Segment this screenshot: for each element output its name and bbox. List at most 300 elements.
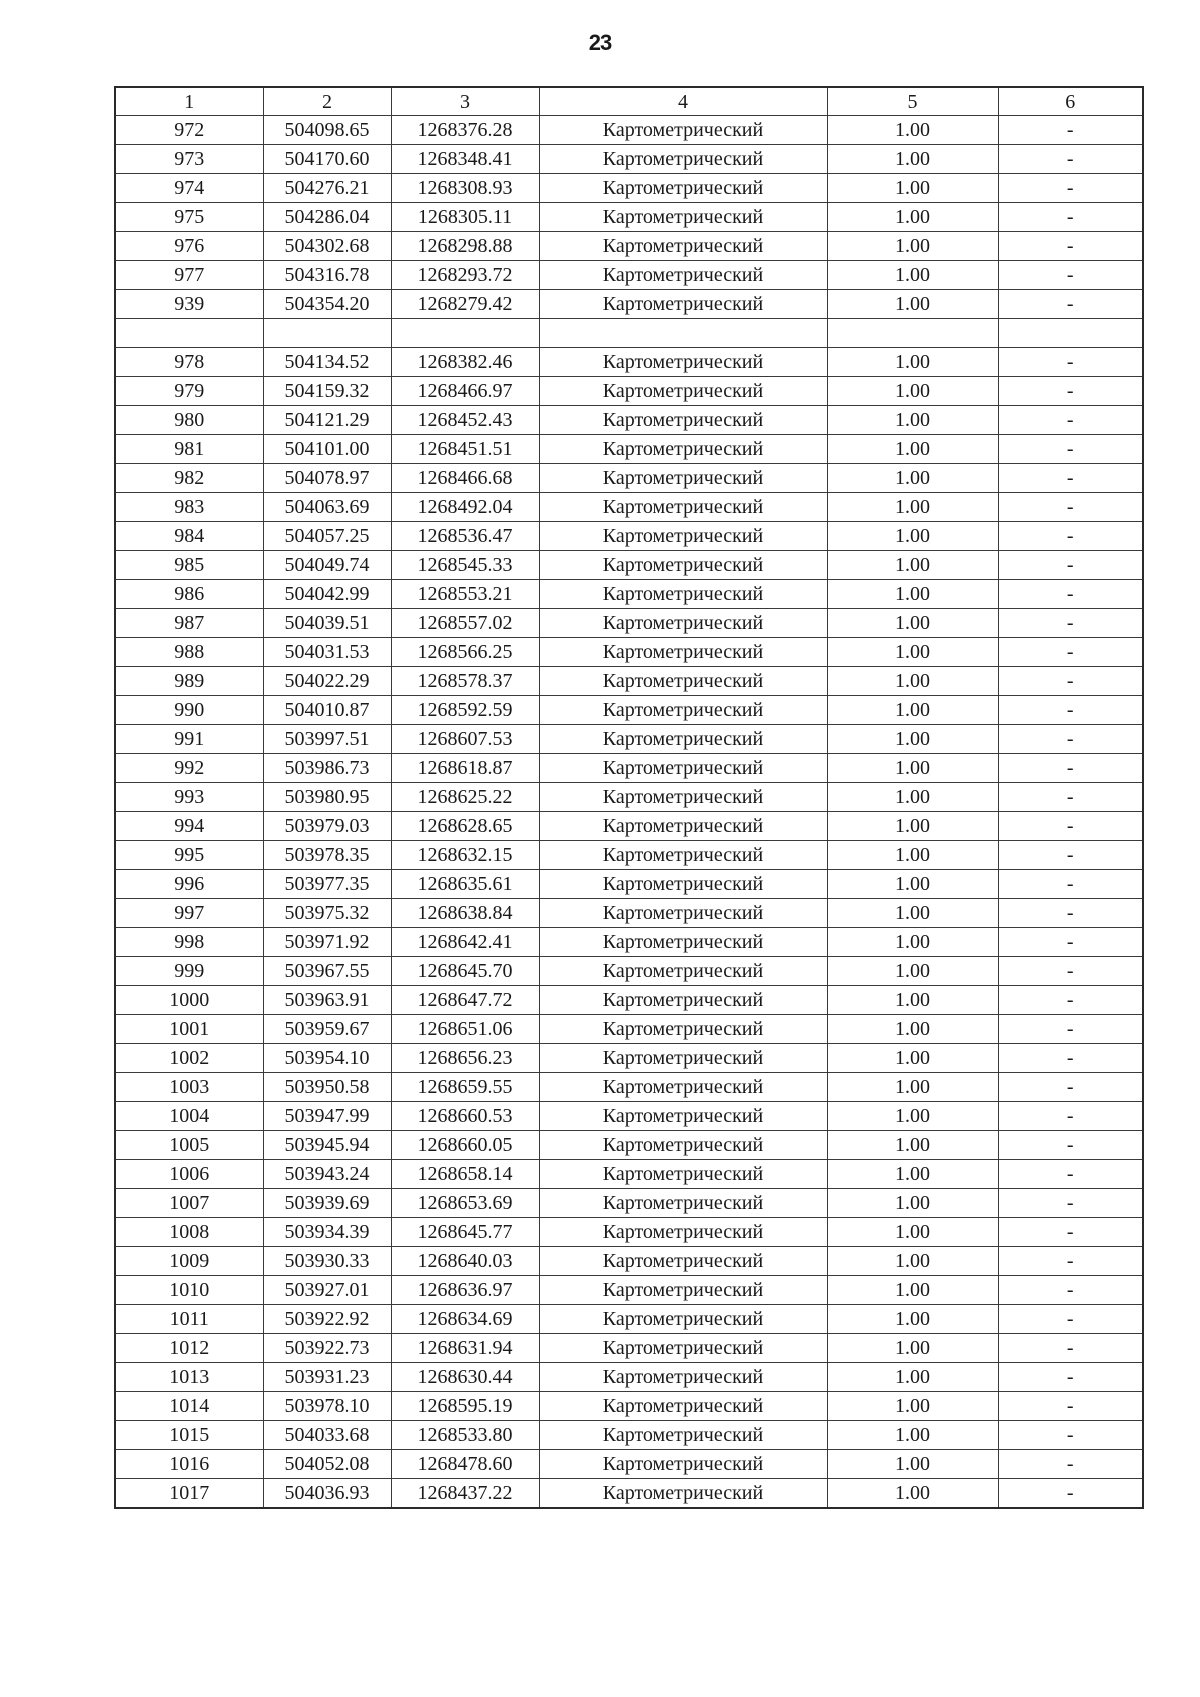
y-coordinate-cell: 1268553.21 bbox=[391, 580, 539, 609]
note-cell: - bbox=[998, 464, 1143, 493]
method-cell: Картометрический bbox=[539, 1247, 827, 1276]
method-cell: Картометрический bbox=[539, 1044, 827, 1073]
y-coordinate-cell: 1268618.87 bbox=[391, 754, 539, 783]
table-row bbox=[115, 1102, 1143, 1131]
note-cell: - bbox=[998, 232, 1143, 261]
table-row bbox=[115, 1189, 1143, 1218]
point-number-cell: 973 bbox=[115, 145, 263, 174]
y-coordinate-cell: 1268632.15 bbox=[391, 841, 539, 870]
note-cell: - bbox=[998, 1276, 1143, 1305]
accuracy-cell: 1.00 bbox=[827, 1334, 998, 1363]
note-cell: - bbox=[998, 580, 1143, 609]
table-row bbox=[115, 1276, 1143, 1305]
accuracy-cell: 1.00 bbox=[827, 261, 998, 290]
point-number-cell: 1011 bbox=[115, 1305, 263, 1334]
point-number-cell: 992 bbox=[115, 754, 263, 783]
note-cell: - bbox=[998, 1334, 1143, 1363]
point-number-cell: 997 bbox=[115, 899, 263, 928]
x-coordinate-cell: 504302.68 bbox=[263, 232, 391, 261]
point-number-cell: 995 bbox=[115, 841, 263, 870]
method-cell: Картометрический bbox=[539, 377, 827, 406]
accuracy-cell: 1.00 bbox=[827, 1392, 998, 1421]
method-cell: Картометрический bbox=[539, 406, 827, 435]
point-number-cell: 1001 bbox=[115, 1015, 263, 1044]
table-row bbox=[115, 1392, 1143, 1421]
accuracy-cell: 1.00 bbox=[827, 899, 998, 928]
y-coordinate-cell: 1268628.65 bbox=[391, 812, 539, 841]
accuracy-cell: 1.00 bbox=[827, 174, 998, 203]
y-coordinate-cell: 1268592.59 bbox=[391, 696, 539, 725]
x-coordinate-cell: 503979.03 bbox=[263, 812, 391, 841]
point-number-cell: 988 bbox=[115, 638, 263, 667]
point-number-cell: 987 bbox=[115, 609, 263, 638]
table-row bbox=[115, 580, 1143, 609]
accuracy-cell: 1.00 bbox=[827, 522, 998, 551]
point-number-cell: 1004 bbox=[115, 1102, 263, 1131]
x-coordinate-cell: 503971.92 bbox=[263, 928, 391, 957]
accuracy-cell: 1.00 bbox=[827, 696, 998, 725]
table-row bbox=[115, 1073, 1143, 1102]
accuracy-cell: 1.00 bbox=[827, 464, 998, 493]
method-cell: Картометрический bbox=[539, 1102, 827, 1131]
x-coordinate-cell: 503930.33 bbox=[263, 1247, 391, 1276]
point-number-cell: 999 bbox=[115, 957, 263, 986]
table-row bbox=[115, 203, 1143, 232]
method-cell: Картометрический bbox=[539, 1334, 827, 1363]
method-cell: Картометрический bbox=[539, 928, 827, 957]
table-row bbox=[115, 1247, 1143, 1276]
method-cell: Картометрический bbox=[539, 696, 827, 725]
table-row bbox=[115, 1479, 1143, 1509]
point-number-cell: 1008 bbox=[115, 1218, 263, 1247]
accuracy-cell bbox=[827, 319, 998, 348]
point-number-cell: 979 bbox=[115, 377, 263, 406]
accuracy-cell: 1.00 bbox=[827, 1479, 998, 1509]
y-coordinate-cell bbox=[391, 319, 539, 348]
note-cell: - bbox=[998, 116, 1143, 145]
x-coordinate-cell: 504033.68 bbox=[263, 1421, 391, 1450]
y-coordinate-cell: 1268634.69 bbox=[391, 1305, 539, 1334]
method-cell: Картометрический bbox=[539, 986, 827, 1015]
note-cell: - bbox=[998, 1189, 1143, 1218]
note-cell: - bbox=[998, 1305, 1143, 1334]
x-coordinate-cell: 503978.10 bbox=[263, 1392, 391, 1421]
table-row bbox=[115, 1421, 1143, 1450]
point-number-cell: 1017 bbox=[115, 1479, 263, 1509]
table-row bbox=[115, 638, 1143, 667]
note-cell: - bbox=[998, 870, 1143, 899]
method-cell: Картометрический bbox=[539, 841, 827, 870]
y-coordinate-cell: 1268640.03 bbox=[391, 1247, 539, 1276]
method-cell: Картометрический bbox=[539, 667, 827, 696]
table-row bbox=[115, 986, 1143, 1015]
accuracy-cell: 1.00 bbox=[827, 1131, 998, 1160]
accuracy-cell: 1.00 bbox=[827, 348, 998, 377]
note-cell: - bbox=[998, 928, 1143, 957]
accuracy-cell: 1.00 bbox=[827, 1247, 998, 1276]
table-row bbox=[115, 899, 1143, 928]
point-number-cell: 993 bbox=[115, 783, 263, 812]
table-row bbox=[115, 232, 1143, 261]
note-cell: - bbox=[998, 1131, 1143, 1160]
accuracy-cell: 1.00 bbox=[827, 116, 998, 145]
table-row bbox=[115, 174, 1143, 203]
point-number-cell: 991 bbox=[115, 725, 263, 754]
accuracy-cell: 1.00 bbox=[827, 145, 998, 174]
point-number-cell: 1015 bbox=[115, 1421, 263, 1450]
coordinates-table bbox=[114, 86, 1144, 1509]
point-number-cell: 1006 bbox=[115, 1160, 263, 1189]
y-coordinate-cell: 1268437.22 bbox=[391, 1479, 539, 1509]
point-number-cell: 1012 bbox=[115, 1334, 263, 1363]
note-cell: - bbox=[998, 957, 1143, 986]
method-cell: Картометрический bbox=[539, 1276, 827, 1305]
table-row bbox=[115, 522, 1143, 551]
table-row bbox=[115, 1334, 1143, 1363]
y-coordinate-cell: 1268635.61 bbox=[391, 870, 539, 899]
y-coordinate-cell: 1268536.47 bbox=[391, 522, 539, 551]
accuracy-cell: 1.00 bbox=[827, 870, 998, 899]
y-coordinate-cell: 1268625.22 bbox=[391, 783, 539, 812]
x-coordinate-cell: 504052.08 bbox=[263, 1450, 391, 1479]
table-row bbox=[115, 464, 1143, 493]
table-row bbox=[115, 870, 1143, 899]
table-row bbox=[115, 667, 1143, 696]
y-coordinate-cell: 1268308.93 bbox=[391, 174, 539, 203]
method-cell: Картометрический bbox=[539, 725, 827, 754]
y-coordinate-cell: 1268647.72 bbox=[391, 986, 539, 1015]
table-row bbox=[115, 783, 1143, 812]
table-row bbox=[115, 1015, 1143, 1044]
x-coordinate-cell: 503959.67 bbox=[263, 1015, 391, 1044]
y-coordinate-cell: 1268651.06 bbox=[391, 1015, 539, 1044]
point-number-cell: 996 bbox=[115, 870, 263, 899]
y-coordinate-cell: 1268631.94 bbox=[391, 1334, 539, 1363]
x-coordinate-cell: 504276.21 bbox=[263, 174, 391, 203]
y-coordinate-cell: 1268492.04 bbox=[391, 493, 539, 522]
note-cell: - bbox=[998, 203, 1143, 232]
note-cell: - bbox=[998, 406, 1143, 435]
x-coordinate-cell: 504036.93 bbox=[263, 1479, 391, 1509]
table-row bbox=[115, 609, 1143, 638]
note-cell: - bbox=[998, 725, 1143, 754]
table-row bbox=[115, 1305, 1143, 1334]
note-cell: - bbox=[998, 1421, 1143, 1450]
table-row bbox=[115, 406, 1143, 435]
y-coordinate-cell: 1268376.28 bbox=[391, 116, 539, 145]
method-cell: Картометрический bbox=[539, 1218, 827, 1247]
table-row bbox=[115, 377, 1143, 406]
note-cell: - bbox=[998, 261, 1143, 290]
method-cell: Картометрический bbox=[539, 145, 827, 174]
y-coordinate-cell: 1268653.69 bbox=[391, 1189, 539, 1218]
method-cell: Картометрический bbox=[539, 1421, 827, 1450]
point-number-cell: 980 bbox=[115, 406, 263, 435]
method-cell: Картометрический bbox=[539, 232, 827, 261]
note-cell bbox=[998, 319, 1143, 348]
x-coordinate-cell: 504101.00 bbox=[263, 435, 391, 464]
point-number-cell: 1000 bbox=[115, 986, 263, 1015]
column-header-4: 4 bbox=[539, 87, 827, 116]
point-number-cell: 939 bbox=[115, 290, 263, 319]
table-row bbox=[115, 348, 1143, 377]
x-coordinate-cell: 504010.87 bbox=[263, 696, 391, 725]
page-number: 23 bbox=[588, 30, 612, 55]
x-coordinate-cell: 503986.73 bbox=[263, 754, 391, 783]
method-cell: Картометрический bbox=[539, 870, 827, 899]
x-coordinate-cell: 503975.32 bbox=[263, 899, 391, 928]
accuracy-cell: 1.00 bbox=[827, 203, 998, 232]
y-coordinate-cell: 1268293.72 bbox=[391, 261, 539, 290]
x-coordinate-cell: 503963.91 bbox=[263, 986, 391, 1015]
method-cell: Картометрический bbox=[539, 290, 827, 319]
table-header bbox=[115, 87, 1143, 116]
point-number-cell: 1016 bbox=[115, 1450, 263, 1479]
method-cell: Картометрический bbox=[539, 1131, 827, 1160]
table-row bbox=[115, 1363, 1143, 1392]
table-row bbox=[115, 319, 1143, 348]
table-row bbox=[115, 812, 1143, 841]
table-row bbox=[115, 1131, 1143, 1160]
table-body bbox=[115, 116, 1143, 1509]
column-header-3: 3 bbox=[391, 87, 539, 116]
table-row bbox=[115, 841, 1143, 870]
note-cell: - bbox=[998, 522, 1143, 551]
table-row bbox=[115, 725, 1143, 754]
point-number-cell: 1007 bbox=[115, 1189, 263, 1218]
column-header-5: 5 bbox=[827, 87, 998, 116]
x-coordinate-cell: 503978.35 bbox=[263, 841, 391, 870]
accuracy-cell: 1.00 bbox=[827, 377, 998, 406]
y-coordinate-cell: 1268636.97 bbox=[391, 1276, 539, 1305]
method-cell: Картометрический bbox=[539, 609, 827, 638]
x-coordinate-cell: 503980.95 bbox=[263, 783, 391, 812]
table-row bbox=[115, 261, 1143, 290]
accuracy-cell: 1.00 bbox=[827, 1276, 998, 1305]
table-row bbox=[115, 1450, 1143, 1479]
y-coordinate-cell: 1268452.43 bbox=[391, 406, 539, 435]
point-number-cell: 1003 bbox=[115, 1073, 263, 1102]
table-row bbox=[115, 928, 1143, 957]
y-coordinate-cell: 1268645.77 bbox=[391, 1218, 539, 1247]
accuracy-cell: 1.00 bbox=[827, 667, 998, 696]
y-coordinate-cell: 1268566.25 bbox=[391, 638, 539, 667]
y-coordinate-cell: 1268645.70 bbox=[391, 957, 539, 986]
method-cell: Картометрический bbox=[539, 348, 827, 377]
method-cell: Картометрический bbox=[539, 812, 827, 841]
point-number-cell: 1005 bbox=[115, 1131, 263, 1160]
y-coordinate-cell: 1268658.14 bbox=[391, 1160, 539, 1189]
y-coordinate-cell: 1268279.42 bbox=[391, 290, 539, 319]
table-row bbox=[115, 1044, 1143, 1073]
note-cell: - bbox=[998, 1044, 1143, 1073]
note-cell: - bbox=[998, 1363, 1143, 1392]
accuracy-cell: 1.00 bbox=[827, 1015, 998, 1044]
note-cell: - bbox=[998, 145, 1143, 174]
point-number-cell: 983 bbox=[115, 493, 263, 522]
x-coordinate-cell: 504049.74 bbox=[263, 551, 391, 580]
accuracy-cell: 1.00 bbox=[827, 783, 998, 812]
note-cell: - bbox=[998, 290, 1143, 319]
x-coordinate-cell: 503947.99 bbox=[263, 1102, 391, 1131]
y-coordinate-cell: 1268533.80 bbox=[391, 1421, 539, 1450]
column-header-2: 2 bbox=[263, 87, 391, 116]
x-coordinate-cell: 503967.55 bbox=[263, 957, 391, 986]
y-coordinate-cell: 1268478.60 bbox=[391, 1450, 539, 1479]
column-header-1: 1 bbox=[115, 87, 263, 116]
x-coordinate-cell: 504134.52 bbox=[263, 348, 391, 377]
table-row bbox=[115, 290, 1143, 319]
point-number-cell: 972 bbox=[115, 116, 263, 145]
note-cell: - bbox=[998, 1247, 1143, 1276]
note-cell: - bbox=[998, 377, 1143, 406]
accuracy-cell: 1.00 bbox=[827, 290, 998, 319]
x-coordinate-cell: 504316.78 bbox=[263, 261, 391, 290]
y-coordinate-cell: 1268348.41 bbox=[391, 145, 539, 174]
note-cell: - bbox=[998, 1102, 1143, 1131]
point-number-cell: 1014 bbox=[115, 1392, 263, 1421]
accuracy-cell: 1.00 bbox=[827, 986, 998, 1015]
note-cell: - bbox=[998, 1015, 1143, 1044]
note-cell: - bbox=[998, 986, 1143, 1015]
x-coordinate-cell: 503939.69 bbox=[263, 1189, 391, 1218]
table-row bbox=[115, 696, 1143, 725]
method-cell: Картометрический bbox=[539, 464, 827, 493]
accuracy-cell: 1.00 bbox=[827, 580, 998, 609]
table-row bbox=[115, 435, 1143, 464]
note-cell: - bbox=[998, 551, 1143, 580]
y-coordinate-cell: 1268578.37 bbox=[391, 667, 539, 696]
method-cell: Картометрический bbox=[539, 435, 827, 464]
method-cell: Картометрический bbox=[539, 1160, 827, 1189]
x-coordinate-cell: 504286.04 bbox=[263, 203, 391, 232]
accuracy-cell: 1.00 bbox=[827, 1450, 998, 1479]
point-number-cell: 1010 bbox=[115, 1276, 263, 1305]
table-row bbox=[115, 754, 1143, 783]
method-cell bbox=[539, 319, 827, 348]
x-coordinate-cell: 503977.35 bbox=[263, 870, 391, 899]
accuracy-cell: 1.00 bbox=[827, 1305, 998, 1334]
note-cell: - bbox=[998, 1218, 1143, 1247]
accuracy-cell: 1.00 bbox=[827, 957, 998, 986]
accuracy-cell: 1.00 bbox=[827, 928, 998, 957]
method-cell: Картометрический bbox=[539, 1073, 827, 1102]
method-cell: Картометрический bbox=[539, 1479, 827, 1509]
point-number-cell bbox=[115, 319, 263, 348]
point-number-cell: 981 bbox=[115, 435, 263, 464]
method-cell: Картометрический bbox=[539, 957, 827, 986]
note-cell: - bbox=[998, 435, 1143, 464]
x-coordinate-cell: 504031.53 bbox=[263, 638, 391, 667]
table-row bbox=[115, 116, 1143, 145]
note-cell: - bbox=[998, 696, 1143, 725]
accuracy-cell: 1.00 bbox=[827, 435, 998, 464]
x-coordinate-cell: 503927.01 bbox=[263, 1276, 391, 1305]
accuracy-cell: 1.00 bbox=[827, 1421, 998, 1450]
x-coordinate-cell: 504057.25 bbox=[263, 522, 391, 551]
note-cell: - bbox=[998, 783, 1143, 812]
x-coordinate-cell: 503954.10 bbox=[263, 1044, 391, 1073]
x-coordinate-cell: 503950.58 bbox=[263, 1073, 391, 1102]
point-number-cell: 978 bbox=[115, 348, 263, 377]
x-coordinate-cell: 504078.97 bbox=[263, 464, 391, 493]
point-number-cell: 1009 bbox=[115, 1247, 263, 1276]
accuracy-cell: 1.00 bbox=[827, 1102, 998, 1131]
method-cell: Картометрический bbox=[539, 551, 827, 580]
method-cell: Картометрический bbox=[539, 1392, 827, 1421]
y-coordinate-cell: 1268382.46 bbox=[391, 348, 539, 377]
point-number-cell: 974 bbox=[115, 174, 263, 203]
note-cell: - bbox=[998, 348, 1143, 377]
accuracy-cell: 1.00 bbox=[827, 1189, 998, 1218]
note-cell: - bbox=[998, 754, 1143, 783]
method-cell: Картометрический bbox=[539, 493, 827, 522]
accuracy-cell: 1.00 bbox=[827, 609, 998, 638]
note-cell: - bbox=[998, 609, 1143, 638]
method-cell: Картометрический bbox=[539, 1015, 827, 1044]
note-cell: - bbox=[998, 1160, 1143, 1189]
point-number-cell: 977 bbox=[115, 261, 263, 290]
note-cell: - bbox=[998, 1073, 1143, 1102]
x-coordinate-cell: 504022.29 bbox=[263, 667, 391, 696]
table-row bbox=[115, 957, 1143, 986]
point-number-cell: 985 bbox=[115, 551, 263, 580]
note-cell: - bbox=[998, 899, 1143, 928]
method-cell: Картометрический bbox=[539, 580, 827, 609]
method-cell: Картометрический bbox=[539, 1363, 827, 1392]
point-number-cell: 982 bbox=[115, 464, 263, 493]
y-coordinate-cell: 1268298.88 bbox=[391, 232, 539, 261]
point-number-cell: 989 bbox=[115, 667, 263, 696]
accuracy-cell: 1.00 bbox=[827, 812, 998, 841]
x-coordinate-cell: 503943.24 bbox=[263, 1160, 391, 1189]
x-coordinate-cell: 503922.92 bbox=[263, 1305, 391, 1334]
accuracy-cell: 1.00 bbox=[827, 551, 998, 580]
table-row bbox=[115, 1218, 1143, 1247]
y-coordinate-cell: 1268660.53 bbox=[391, 1102, 539, 1131]
y-coordinate-cell: 1268642.41 bbox=[391, 928, 539, 957]
table-row bbox=[115, 145, 1143, 174]
y-coordinate-cell: 1268660.05 bbox=[391, 1131, 539, 1160]
y-coordinate-cell: 1268595.19 bbox=[391, 1392, 539, 1421]
x-coordinate-cell bbox=[263, 319, 391, 348]
y-coordinate-cell: 1268557.02 bbox=[391, 609, 539, 638]
column-header-6: 6 bbox=[998, 87, 1143, 116]
method-cell: Картометрический bbox=[539, 783, 827, 812]
x-coordinate-cell: 504121.29 bbox=[263, 406, 391, 435]
accuracy-cell: 1.00 bbox=[827, 406, 998, 435]
method-cell: Картометрический bbox=[539, 754, 827, 783]
header-row bbox=[115, 87, 1143, 116]
table-row bbox=[115, 1160, 1143, 1189]
method-cell: Картометрический bbox=[539, 522, 827, 551]
point-number-cell: 1002 bbox=[115, 1044, 263, 1073]
method-cell: Картометрический bbox=[539, 1305, 827, 1334]
accuracy-cell: 1.00 bbox=[827, 1044, 998, 1073]
y-coordinate-cell: 1268451.51 bbox=[391, 435, 539, 464]
note-cell: - bbox=[998, 638, 1143, 667]
point-number-cell: 994 bbox=[115, 812, 263, 841]
method-cell: Картометрический bbox=[539, 899, 827, 928]
y-coordinate-cell: 1268659.55 bbox=[391, 1073, 539, 1102]
note-cell: - bbox=[998, 812, 1143, 841]
y-coordinate-cell: 1268545.33 bbox=[391, 551, 539, 580]
point-number-cell: 976 bbox=[115, 232, 263, 261]
y-coordinate-cell: 1268638.84 bbox=[391, 899, 539, 928]
accuracy-cell: 1.00 bbox=[827, 1218, 998, 1247]
point-number-cell: 998 bbox=[115, 928, 263, 957]
x-coordinate-cell: 503922.73 bbox=[263, 1334, 391, 1363]
